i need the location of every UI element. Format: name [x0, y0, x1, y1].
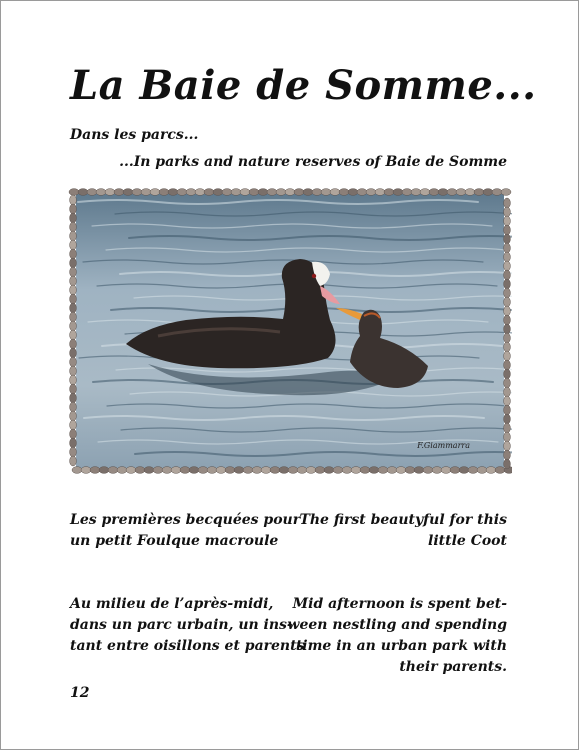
caption-line: time in an urban park with: [295, 638, 507, 654]
subtitle-english: ...In parks and nature reserves of Baie de Somme: [119, 154, 507, 170]
caption-line: Les premières becquées pour: [70, 512, 301, 528]
coot-photo-illustration: [68, 186, 512, 476]
caption-line: un petit Foulque macroule: [70, 533, 279, 549]
caption-line: Mid afternoon is spent bet-: [292, 596, 507, 612]
caption-line: dans un parc urbain, un ins-: [70, 617, 293, 633]
page-title: La Baie de Somme...: [70, 62, 537, 109]
caption-line: The first beautyful for this: [299, 512, 507, 528]
caption-2-english: [287, 594, 507, 678]
adult-eye: [312, 274, 316, 278]
page-number: 12: [70, 685, 90, 701]
caption-2-french: [70, 594, 304, 657]
subtitle-french: Dans les parcs...: [70, 127, 199, 143]
caption-line: ween nestling and spending: [287, 617, 507, 633]
caption-line: Au milieu de l’après-midi,: [70, 596, 274, 612]
coot-photo: [68, 186, 512, 476]
caption-line: little Coot: [428, 533, 507, 549]
caption-line: tant entre oisillons et parents: [70, 638, 305, 654]
caption-1-english: [299, 510, 507, 552]
photographer-signature: F.Giammarra: [417, 441, 470, 450]
caption-1-french: [70, 510, 300, 552]
caption-line: their parents.: [399, 659, 507, 675]
